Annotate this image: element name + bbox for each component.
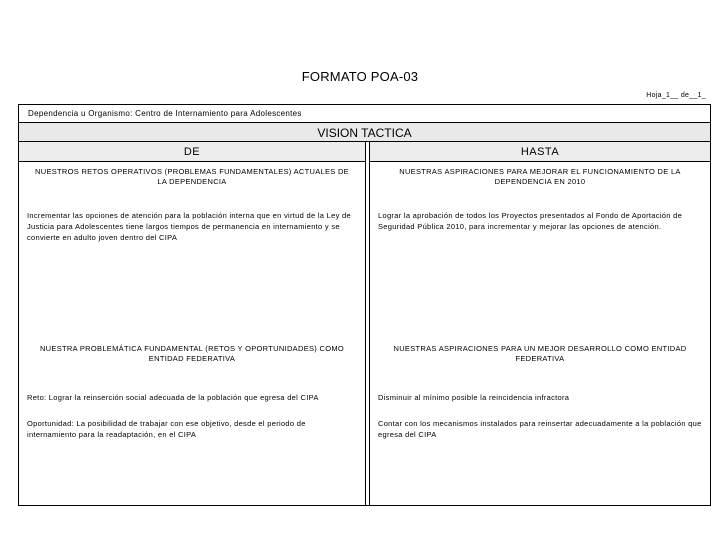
right-text-2: Disminuir al mínimo posible la reincidencia infractora [378,393,570,402]
right-subtitle-1: NUESTRAS ASPIRACIONES PARA MEJORAR EL FUNCIONAMIENTO DE LA DEPENDENCIA EN 2010 [399,167,681,186]
dependency-field: Dependencia u Organismo: Centro de Internamiento para Adolescentes [19,105,710,123]
section-title: VISION TACTICA [19,123,710,142]
page-indicator: Hoja_1__ de__1_ [646,92,706,99]
column-hasta [369,142,710,505]
column-header-hasta: HASTA [370,142,710,162]
left-subtitle-1: NUESTROS RETOS OPERATIVOS (PROBLEMAS FUNDAMENTALES) ACTUALES DE LA DEPENDENCIA [35,167,349,186]
right-text-1: Lograr la aprobación de todos los Proyectos presentados al Fondo de Aportación de Seguridad Pública 2010, para incrementar y mejorar las opciones de atención. [378,211,683,231]
column-header-de: DE [19,142,365,162]
right-text-3: Contar con los mecanismos instalados para reinsertar adecuadamente a la población que egresa del CIPA [378,419,702,439]
left-subtitle-2: NUESTRA PROBLEMÁTICA FUNDAMENTAL (RETOS Y OPORTUNIDADES) COMO ENTIDAD FEDERATIVA [39,344,345,363]
left-text-1: Incrementar las opciones de atención para la población interna que en virtud de la Ley de Justicia para Adolescentes tiene largos tiempos de permanencia en internamiento y se convierte en adulto joven dentro del CIPA [27,211,351,242]
left-text-2: Reto: Lograr la reinserción social adecuada de la población que egresa del CIPA [27,393,319,402]
right-subtitle-2: NUESTRAS ASPIRACIONES PARA UN MEJOR DESARROLLO COMO ENTIDAD FEDERATIVA [393,344,687,363]
form-frame [18,104,711,506]
left-text-3: Oportunidad: La posibilidad de trabajar con ese objetivo, desde el periodo de internamiento para la readaptación, en el CIPA [27,419,306,439]
column-de [19,142,366,505]
document-title: FORMATO POA-03 [301,69,419,84]
